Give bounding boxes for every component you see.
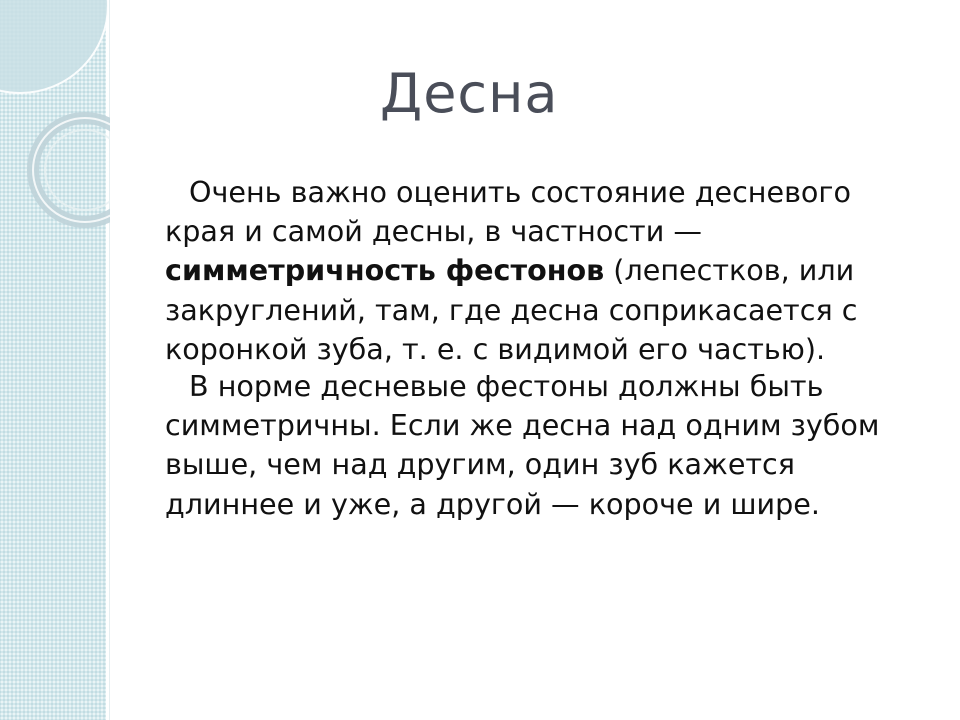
- decorative-circle-large: [0, 0, 108, 93]
- paragraph-1-bold: симметричность фестонов: [165, 253, 605, 288]
- slide-title: Десна: [380, 62, 559, 125]
- paragraph-1-text-a: Очень важно оценить состояние десневого края и самой десны, в частности —: [165, 175, 851, 249]
- paragraph-1-text-b: (лепестков, или закруглений, там, где десна соприкасается с коронкой зуба, т. е. с видимой его частью).: [165, 253, 858, 366]
- decorative-circles: [0, 0, 110, 260]
- slide-body: [165, 173, 905, 522]
- paragraph-1: [165, 173, 905, 369]
- paragraph-2: В норме десневые фестоны должны быть симметричны. Если же десна над одним зубом выше, чем над другим, один зуб кажется длиннее и уже, а другой — короче и шире.: [165, 369, 880, 521]
